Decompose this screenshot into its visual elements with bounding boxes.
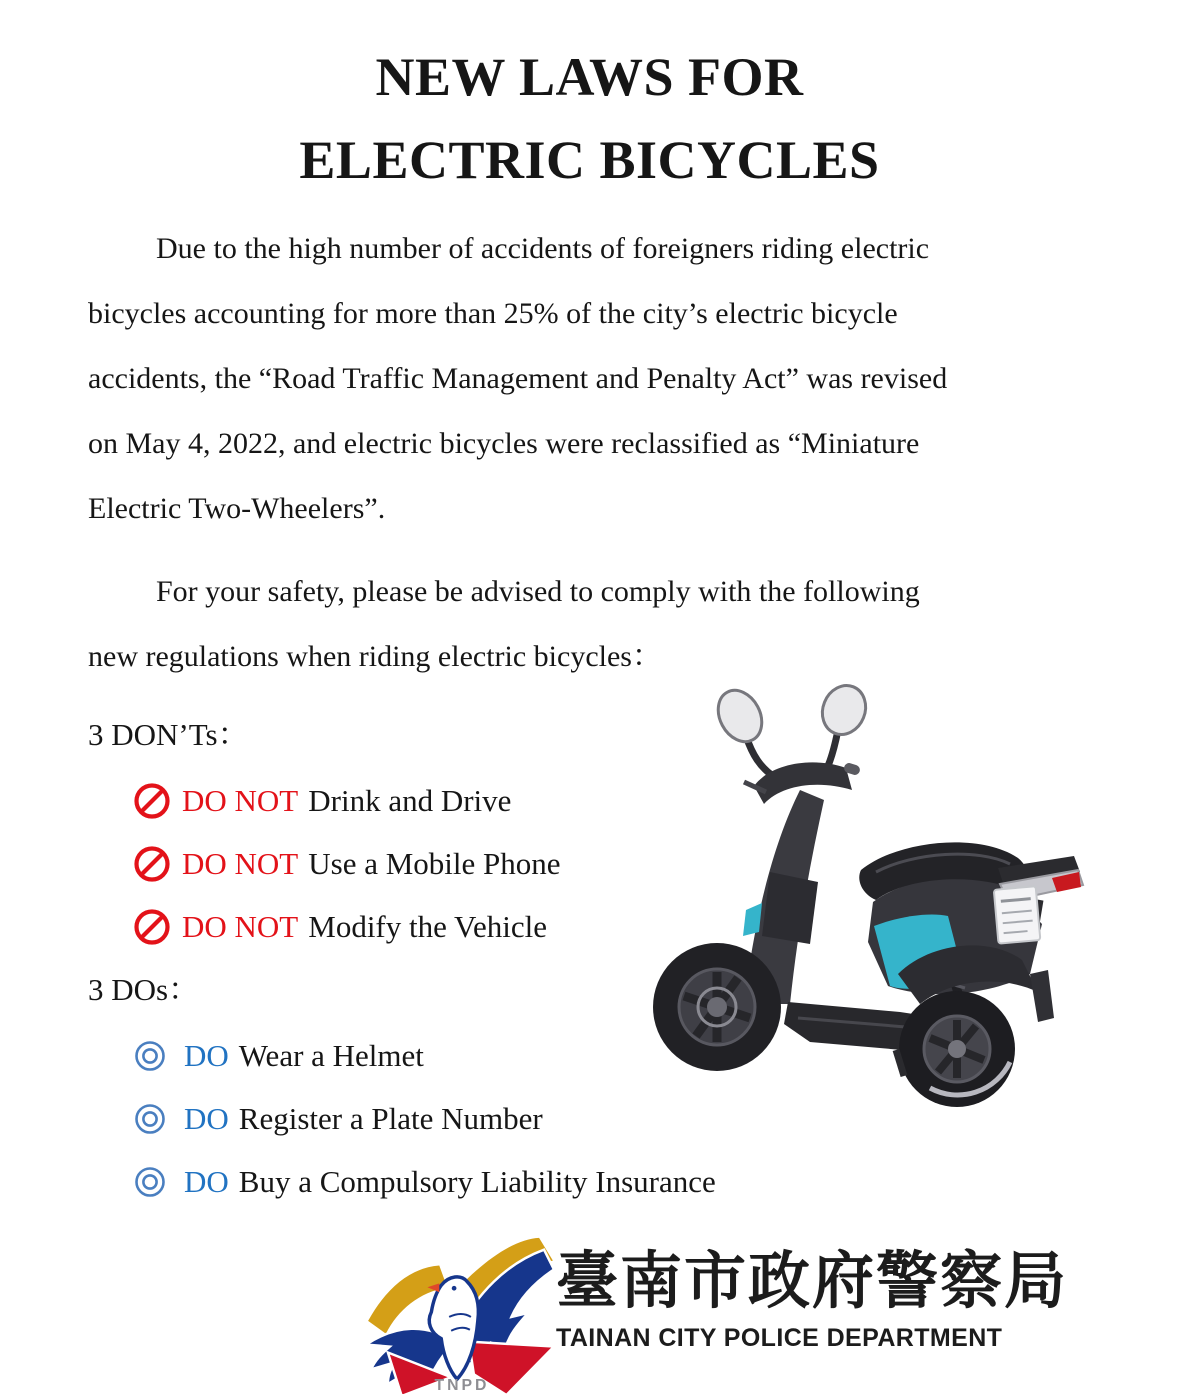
page-title bbox=[0, 0, 1179, 202]
dont-text: Drink and Drive bbox=[308, 782, 512, 818]
dont-label: DO NOT bbox=[182, 782, 299, 818]
double-circle-icon bbox=[133, 1039, 167, 1073]
paragraph-line: new regulations when riding electric bicycles： bbox=[88, 640, 662, 673]
prohibition-icon bbox=[133, 782, 171, 820]
do-label: DO bbox=[184, 1100, 229, 1136]
do-item bbox=[88, 1150, 1119, 1213]
paragraph-line: bicycles accounting for more than 25% of the city’s electric bicycle bbox=[88, 297, 898, 330]
donts-heading: 3 DON’Ts： bbox=[88, 717, 249, 752]
logo-acronym-text: TNPD bbox=[434, 1377, 490, 1394]
paragraph-1 bbox=[88, 216, 1119, 541]
police-department-logo-icon bbox=[356, 1226, 568, 1394]
title-line-1: NEW LAWS FOR bbox=[375, 47, 804, 107]
electric-scooter-image bbox=[648, 672, 1093, 1112]
do-label: DO bbox=[184, 1037, 229, 1073]
department-name-english: TAINAN CITY POLICE DEPARTMENT bbox=[556, 1324, 1003, 1353]
footer bbox=[356, 1226, 1068, 1394]
dos-heading: 3 DOs： bbox=[88, 972, 200, 1007]
do-text: Wear a Helmet bbox=[238, 1037, 424, 1073]
do-text: Buy a Compulsory Liability Insurance bbox=[238, 1163, 716, 1199]
paragraph-2 bbox=[88, 559, 1119, 689]
title-line-2: ELECTRIC BICYCLES bbox=[299, 130, 880, 190]
prohibition-icon bbox=[133, 908, 171, 946]
department-name-chinese: 臺南市政府警察局 bbox=[556, 1248, 1069, 1316]
do-text: Register a Plate Number bbox=[238, 1100, 543, 1136]
paragraph-line: on May 4, 2022, and electric bicycles were reclassified as “Miniature bbox=[88, 427, 920, 460]
double-circle-icon bbox=[133, 1102, 167, 1136]
double-circle-icon bbox=[133, 1165, 167, 1199]
dont-text: Modify the Vehicle bbox=[308, 908, 548, 944]
dont-label: DO NOT bbox=[182, 845, 299, 881]
scooter-photo bbox=[648, 672, 1093, 1112]
paragraph-line: accidents, the “Road Traffic Management and Penalty Act” was revised bbox=[88, 362, 948, 395]
prohibition-icon bbox=[133, 845, 171, 883]
tnpd-logo bbox=[356, 1226, 568, 1394]
paragraph-line: Due to the high number of accidents of foreigners riding electric bbox=[156, 232, 930, 265]
department-name-block bbox=[556, 1226, 1068, 1353]
paragraph-line: For your safety, please be advised to comply with the following bbox=[156, 575, 920, 608]
do-label: DO bbox=[184, 1163, 229, 1199]
dont-text: Use a Mobile Phone bbox=[308, 845, 561, 881]
dont-label: DO NOT bbox=[182, 908, 299, 944]
paragraph-line: Electric Two-Wheelers”. bbox=[88, 492, 386, 525]
